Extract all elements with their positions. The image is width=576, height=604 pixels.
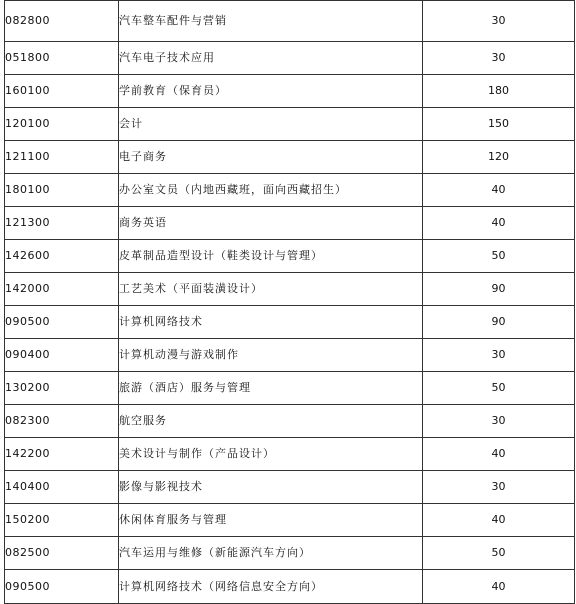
major-name-cell: 休闲体育服务与管理 (119, 504, 423, 537)
table-row (5, 240, 575, 273)
enrollment-quota-cell: 30 (423, 471, 575, 504)
enrollment-quota-cell: 50 (423, 372, 575, 405)
enrollment-quota-cell: 40 (423, 207, 575, 240)
major-code-cell: 142600 (5, 240, 119, 273)
major-name-cell: 会计 (119, 108, 423, 141)
enrollment-quota-cell: 30 (423, 42, 575, 75)
enrollment-quota-cell: 40 (423, 174, 575, 207)
table-row (5, 75, 575, 108)
enrollment-quota-cell: 40 (423, 570, 575, 604)
enrollment-quota-cell: 50 (423, 240, 575, 273)
table-row (5, 108, 575, 141)
table-row (5, 141, 575, 174)
enrollment-quota-cell: 120 (423, 141, 575, 174)
major-name-cell: 学前教育（保育员） (119, 75, 423, 108)
table-row (5, 306, 575, 339)
major-code-cell: 120100 (5, 108, 119, 141)
major-code-cell: 130200 (5, 372, 119, 405)
enrollment-quota-cell: 40 (423, 438, 575, 471)
major-name-cell: 汽车整车配件与营销 (119, 1, 423, 42)
major-code-cell: 142000 (5, 273, 119, 306)
enrollment-quota-cell: 90 (423, 306, 575, 339)
major-name-cell: 计算机网络技术 (119, 306, 423, 339)
major-code-cell: 142200 (5, 438, 119, 471)
major-code-cell: 090400 (5, 339, 119, 372)
table-row (5, 405, 575, 438)
table-row (5, 537, 575, 570)
major-name-cell: 航空服务 (119, 405, 423, 438)
major-name-cell: 汽车运用与维修（新能源汽车方向） (119, 537, 423, 570)
major-name-cell: 电子商务 (119, 141, 423, 174)
table-row (5, 372, 575, 405)
major-name-cell: 工艺美术（平面装潢设计） (119, 273, 423, 306)
enrollment-quota-cell: 150 (423, 108, 575, 141)
table-row (5, 273, 575, 306)
enrollment-table (4, 0, 575, 604)
major-code-cell: 180100 (5, 174, 119, 207)
table-body (5, 1, 575, 604)
major-code-cell: 121100 (5, 141, 119, 174)
major-name-cell: 计算机动漫与游戏制作 (119, 339, 423, 372)
table-row (5, 570, 575, 604)
major-code-cell: 082300 (5, 405, 119, 438)
major-name-cell: 旅游（酒店）服务与管理 (119, 372, 423, 405)
major-name-cell: 计算机网络技术（网络信息安全方向） (119, 570, 423, 604)
major-name-cell: 办公室文员（内地西藏班，面向西藏招生） (119, 174, 423, 207)
table-row (5, 174, 575, 207)
enrollment-quota-cell: 30 (423, 1, 575, 42)
table-row (5, 438, 575, 471)
enrollment-table-container (4, 0, 574, 604)
table-row (5, 1, 575, 42)
major-code-cell: 090500 (5, 570, 119, 604)
major-name-cell: 汽车电子技术应用 (119, 42, 423, 75)
major-code-cell: 150200 (5, 504, 119, 537)
major-name-cell: 美术设计与制作（产品设计） (119, 438, 423, 471)
major-code-cell: 051800 (5, 42, 119, 75)
major-code-cell: 082800 (5, 1, 119, 42)
enrollment-quota-cell: 180 (423, 75, 575, 108)
major-code-cell: 121300 (5, 207, 119, 240)
major-code-cell: 090500 (5, 306, 119, 339)
major-name-cell: 皮革制品造型设计（鞋类设计与管理） (119, 240, 423, 273)
major-code-cell: 140400 (5, 471, 119, 504)
table-row (5, 504, 575, 537)
enrollment-quota-cell: 40 (423, 504, 575, 537)
enrollment-quota-cell: 30 (423, 339, 575, 372)
major-name-cell: 影像与影视技术 (119, 471, 423, 504)
table-row (5, 471, 575, 504)
major-name-cell: 商务英语 (119, 207, 423, 240)
table-row (5, 42, 575, 75)
enrollment-quota-cell: 90 (423, 273, 575, 306)
table-row (5, 339, 575, 372)
major-code-cell: 160100 (5, 75, 119, 108)
enrollment-quota-cell: 30 (423, 405, 575, 438)
major-code-cell: 082500 (5, 537, 119, 570)
enrollment-quota-cell: 50 (423, 537, 575, 570)
table-row (5, 207, 575, 240)
